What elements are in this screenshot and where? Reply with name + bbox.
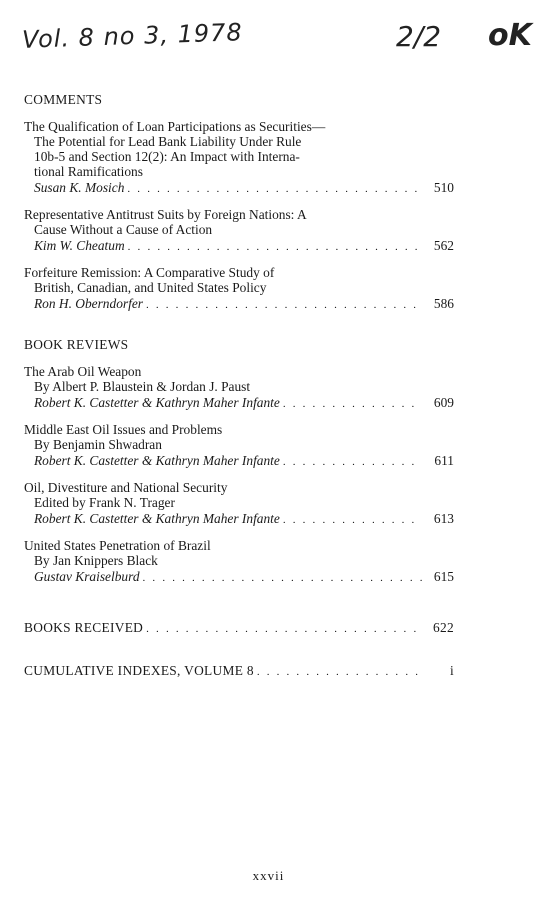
entry-author: Gustav Kraiselburd [34, 569, 140, 584]
entry-author: Robert K. Castetter & Kathryn Maher Infante [34, 395, 280, 410]
toc-entry [24, 364, 454, 412]
entry-title-line: The Potential for Lead Bank Liability Under Rule [34, 134, 302, 149]
dot-leader [128, 240, 422, 255]
entry-page-number: 609 [433, 395, 454, 410]
review-title: United States Penetration of Brazil [24, 538, 211, 553]
handwritten-fraction-note: 2/2 [396, 20, 442, 53]
entry-title-line: British, Canadian, and United States Policy [34, 280, 267, 295]
handwritten-volume-note: Vol. 8 no 3, 1978 [21, 18, 244, 54]
entry-page-number: 615 [433, 569, 454, 584]
book-reviews-heading: BOOK REVIEWS [24, 337, 129, 352]
entry-page-number: 562 [433, 238, 454, 253]
review-byline: By Jan Knippers Black [34, 553, 158, 568]
entry-title-line: Forfeiture Remission: A Comparative Study of [24, 265, 275, 280]
comments-heading: COMMENTS [24, 92, 103, 107]
dot-leader [143, 571, 422, 586]
review-title: Middle East Oil Issues and Problems [24, 422, 223, 437]
dot-leader [283, 513, 422, 528]
entry-author-row [24, 569, 454, 586]
entry-author: Robert K. Castetter & Kathryn Maher Infante [34, 453, 280, 468]
entry-page-number: 510 [433, 180, 454, 195]
entry-author: Susan K. Mosich [34, 180, 125, 195]
toc-entry [24, 538, 454, 586]
books-received-row [24, 620, 454, 637]
review-title: Oil, Divestiture and National Security [24, 480, 228, 495]
handwritten-ok-note: oK [488, 18, 532, 53]
dot-leader [283, 397, 422, 412]
entry-author: Ron H. Oberndorfer [34, 296, 143, 311]
books-received-page: 622 [433, 620, 454, 635]
entry-title-line: tional Ramifications [34, 164, 143, 179]
page-folio: xxvii [252, 868, 285, 883]
review-byline: Edited by Frank N. Trager [34, 495, 175, 510]
entry-title-line: 10b-5 and Section 12(2): An Impact with Interna- [34, 149, 300, 164]
entry-title-line: The Qualification of Loan Participations as Securities— [24, 119, 326, 134]
dot-leader [127, 182, 422, 197]
books-received-label: BOOKS RECEIVED [24, 620, 144, 635]
toc-entry [24, 119, 454, 197]
cumulative-indexes-label: CUMULATIVE INDEXES, VOLUME 8 [24, 663, 254, 678]
entry-page-number: 611 [434, 453, 454, 468]
entry-author: Robert K. Castetter & Kathryn Maher Infante [34, 511, 280, 526]
entry-author-row [24, 180, 454, 197]
toc-entry [24, 265, 454, 313]
entry-author-row [24, 395, 454, 412]
entry-author-row [24, 238, 454, 255]
entry-author-row [24, 453, 454, 470]
entry-title-line: Cause Without a Cause of Action [34, 222, 213, 237]
review-byline: By Albert P. Blaustein & Jordan J. Paust [34, 379, 251, 394]
toc-entry [24, 422, 454, 470]
entry-author-row [24, 511, 454, 528]
cumulative-indexes-row [24, 663, 454, 680]
entry-page-number: 613 [433, 511, 454, 526]
dot-leader [257, 665, 422, 680]
review-byline: By Benjamin Shwadran [34, 437, 162, 452]
entry-author-row [24, 296, 454, 313]
table-of-contents [24, 92, 454, 680]
dot-leader [146, 298, 422, 313]
entry-title-line: Representative Antitrust Suits by Foreign Nations: A [24, 207, 307, 222]
review-title: The Arab Oil Weapon [24, 364, 142, 379]
dot-leader [283, 455, 422, 470]
cumulative-indexes-page: i [449, 663, 454, 678]
toc-entry [24, 207, 454, 255]
toc-entry [24, 480, 454, 528]
entry-page-number: 586 [433, 296, 454, 311]
entry-author: Kim W. Cheatum [34, 238, 125, 253]
dot-leader [146, 622, 422, 637]
